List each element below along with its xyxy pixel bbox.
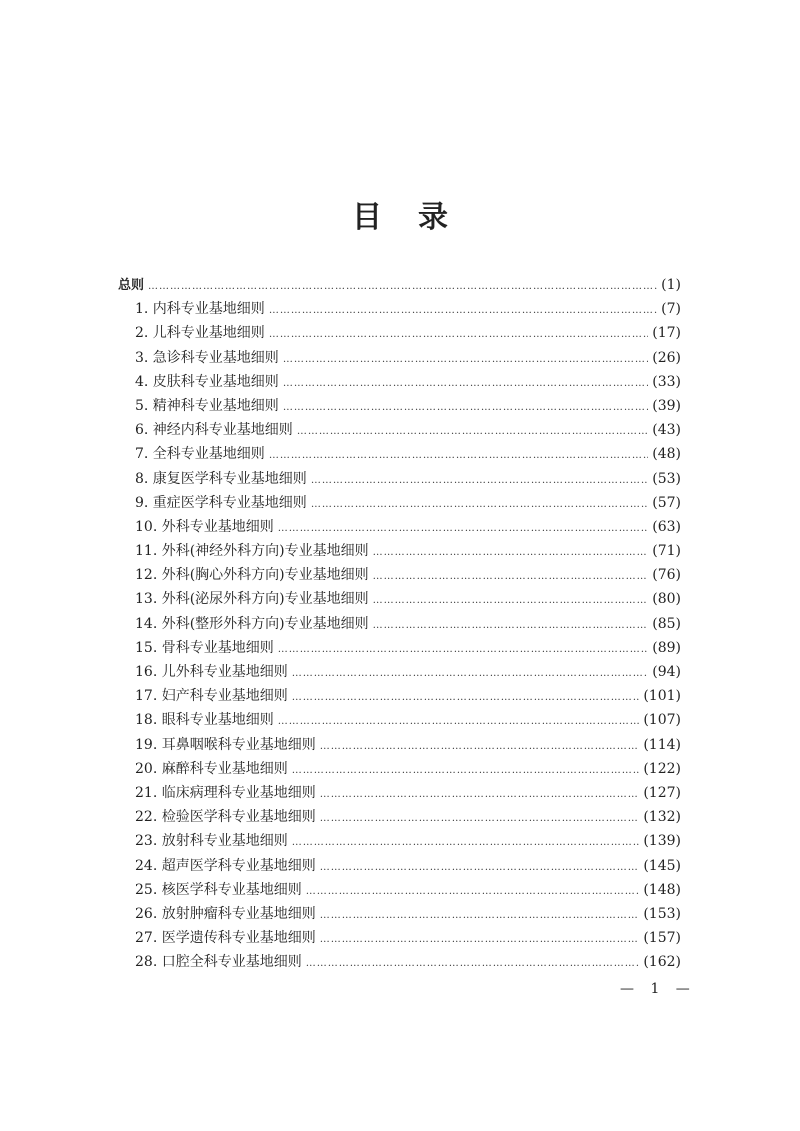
- toc-entry-page: (63): [652, 518, 681, 535]
- toc-entry-page: (107): [643, 712, 681, 729]
- toc-entry[interactable]: [118, 322, 681, 346]
- toc-entry[interactable]: [118, 951, 681, 975]
- toc-entry[interactable]: [118, 492, 681, 516]
- dot-leader: [297, 426, 648, 437]
- dot-leader: [148, 281, 657, 292]
- toc-entry-page: (157): [643, 930, 681, 947]
- toc-entry-page: (7): [661, 301, 681, 318]
- dot-leader: [278, 523, 649, 534]
- toc-entry[interactable]: [118, 613, 681, 637]
- toc-entry[interactable]: [118, 298, 681, 322]
- toc-entry-label: 11. 外科(神经外科方向)专业基地细则: [135, 543, 369, 560]
- dot-leader: [373, 547, 649, 558]
- dot-leader: [373, 620, 649, 631]
- dot-leader: [278, 716, 640, 727]
- toc-entry-label: 26. 放射肿瘤科专业基地细则: [135, 905, 316, 922]
- toc-entry[interactable]: [118, 758, 681, 782]
- dot-leader: [311, 475, 648, 486]
- toc-entry[interactable]: [118, 685, 681, 709]
- dot-leader: [320, 741, 640, 752]
- toc-entry[interactable]: [118, 564, 681, 588]
- dot-leader: [283, 378, 648, 389]
- toc-entry-label: 3. 急诊科专业基地细则: [135, 349, 279, 366]
- toc-entry[interactable]: [118, 419, 681, 443]
- toc-entry-page: (80): [652, 591, 681, 608]
- toc-entry-label: 6. 神经内科专业基地细则: [135, 422, 293, 439]
- toc-entry-label: 12. 外科(胸心外科方向)专业基地细则: [135, 567, 369, 584]
- toc-entry-label: 15. 骨科专业基地细则: [135, 639, 274, 656]
- dot-leader: [269, 305, 657, 316]
- toc-entry-page: (85): [652, 615, 681, 632]
- toc-entry-label: 14. 外科(整形外科方向)专业基地细则: [135, 615, 369, 632]
- page-title: 目录: [352, 200, 484, 235]
- toc-entry-label: 8. 康复医学科专业基地细则: [135, 470, 307, 487]
- toc-entry-label: 24. 超声医学科专业基地细则: [135, 857, 316, 874]
- toc-entry-label: 9. 重症医学科专业基地细则: [135, 494, 307, 511]
- toc-entry[interactable]: [118, 443, 681, 467]
- dot-leader: [292, 692, 640, 703]
- toc-entry[interactable]: [118, 734, 681, 758]
- toc-entry-label: 21. 临床病理科专业基地细则: [135, 784, 316, 801]
- toc-entry-page: (94): [652, 664, 681, 680]
- dot-leader: [283, 402, 648, 413]
- toc-entry[interactable]: [118, 637, 681, 661]
- toc-entry-label: 4. 皮肤科专业基地细则: [135, 373, 279, 390]
- toc-entry-page: (139): [643, 833, 681, 850]
- toc-entry-label: 7. 全科专业基地细则: [135, 446, 265, 463]
- toc-entry-page: (48): [652, 446, 681, 463]
- toc-entry[interactable]: [118, 903, 681, 927]
- toc-entry[interactable]: [118, 395, 681, 419]
- table-of-contents: [118, 274, 681, 975]
- toc-entry[interactable]: [118, 855, 681, 879]
- toc-entry-page: (76): [652, 567, 681, 584]
- dot-leader: [320, 910, 640, 921]
- toc-entry-label: 23. 放射科专业基地细则: [135, 833, 288, 850]
- dot-leader: [320, 862, 640, 873]
- dot-leader: [292, 837, 640, 848]
- toc-entry-label: 5. 精神科专业基地细则: [135, 397, 279, 414]
- dot-leader: [306, 886, 640, 897]
- dot-leader: [283, 354, 648, 365]
- toc-entry[interactable]: [118, 274, 681, 298]
- toc-entry[interactable]: [118, 468, 681, 492]
- toc-entry[interactable]: [118, 806, 681, 830]
- toc-entry[interactable]: [118, 661, 681, 685]
- toc-entry-page: (122): [643, 760, 681, 777]
- page-number: — 1 —: [620, 981, 696, 997]
- toc-entry[interactable]: [118, 782, 681, 806]
- toc-entry[interactable]: [118, 709, 681, 733]
- dot-leader: [311, 499, 648, 510]
- toc-entry-page: (33): [652, 373, 681, 390]
- toc-entry-label: 28. 口腔全科专业基地细则: [135, 954, 302, 971]
- dot-leader: [278, 644, 649, 655]
- toc-entry-page: (71): [652, 543, 681, 560]
- toc-entry-page: (132): [643, 809, 681, 826]
- toc-entry-page: (153): [643, 905, 681, 922]
- toc-entry-label: 20. 麻醉科专业基地细则: [135, 760, 288, 777]
- dot-leader: [320, 813, 640, 824]
- toc-entry-label: 25. 核医学科专业基地细则: [135, 881, 302, 898]
- toc-entry[interactable]: [118, 879, 681, 903]
- toc-entry-page: (1): [661, 277, 681, 293]
- dot-leader: [292, 765, 640, 776]
- toc-entry-label: 总则: [118, 278, 145, 293]
- toc-entry-label: 10. 外科专业基地细则: [135, 518, 274, 535]
- dot-leader: [292, 668, 649, 679]
- toc-entry[interactable]: [118, 588, 681, 612]
- toc-entry-label: 16. 儿外科专业基地细则: [135, 664, 288, 680]
- dot-leader: [306, 958, 640, 969]
- toc-entry-page: (57): [652, 494, 681, 511]
- toc-entry[interactable]: [118, 347, 681, 371]
- toc-entry-page: (101): [643, 688, 681, 705]
- toc-entry[interactable]: [118, 927, 681, 951]
- toc-entry-page: (26): [652, 349, 681, 366]
- toc-entry-label: 19. 耳鼻咽喉科专业基地细则: [135, 736, 316, 753]
- toc-entry-label: 27. 医学遗传科专业基地细则: [135, 930, 316, 947]
- toc-entry-label: 17. 妇产科专业基地细则: [135, 688, 288, 705]
- dot-leader: [269, 450, 648, 461]
- toc-entry-page: (127): [643, 784, 681, 801]
- dot-leader: [320, 934, 640, 945]
- dot-leader: [373, 595, 649, 606]
- toc-entry-label: 18. 眼科专业基地细则: [135, 712, 274, 729]
- toc-entry-label: 2. 儿科专业基地细则: [135, 325, 265, 342]
- toc-entry[interactable]: [118, 830, 681, 854]
- toc-entry-page: (17): [652, 325, 681, 342]
- toc-entry-page: (148): [643, 881, 681, 898]
- dot-leader: [373, 571, 649, 582]
- dot-leader: [320, 789, 640, 800]
- toc-entry[interactable]: [118, 540, 681, 564]
- toc-entry-page: (89): [652, 639, 681, 656]
- toc-entry-page: (162): [643, 954, 681, 971]
- toc-entry-label: 13. 外科(泌尿外科方向)专业基地细则: [135, 591, 369, 608]
- dot-leader: [269, 329, 648, 340]
- toc-entry-page: (43): [652, 422, 681, 439]
- toc-entry-page: (53): [652, 470, 681, 487]
- toc-entry-label: 1. 内科专业基地细则: [135, 301, 265, 318]
- toc-entry-page: (145): [643, 857, 681, 874]
- toc-entry[interactable]: [118, 516, 681, 540]
- toc-entry-label: 22. 检验医学科专业基地细则: [135, 809, 316, 826]
- toc-entry[interactable]: [118, 371, 681, 395]
- toc-entry-page: (39): [652, 397, 681, 414]
- toc-entry-page: (114): [643, 736, 681, 753]
